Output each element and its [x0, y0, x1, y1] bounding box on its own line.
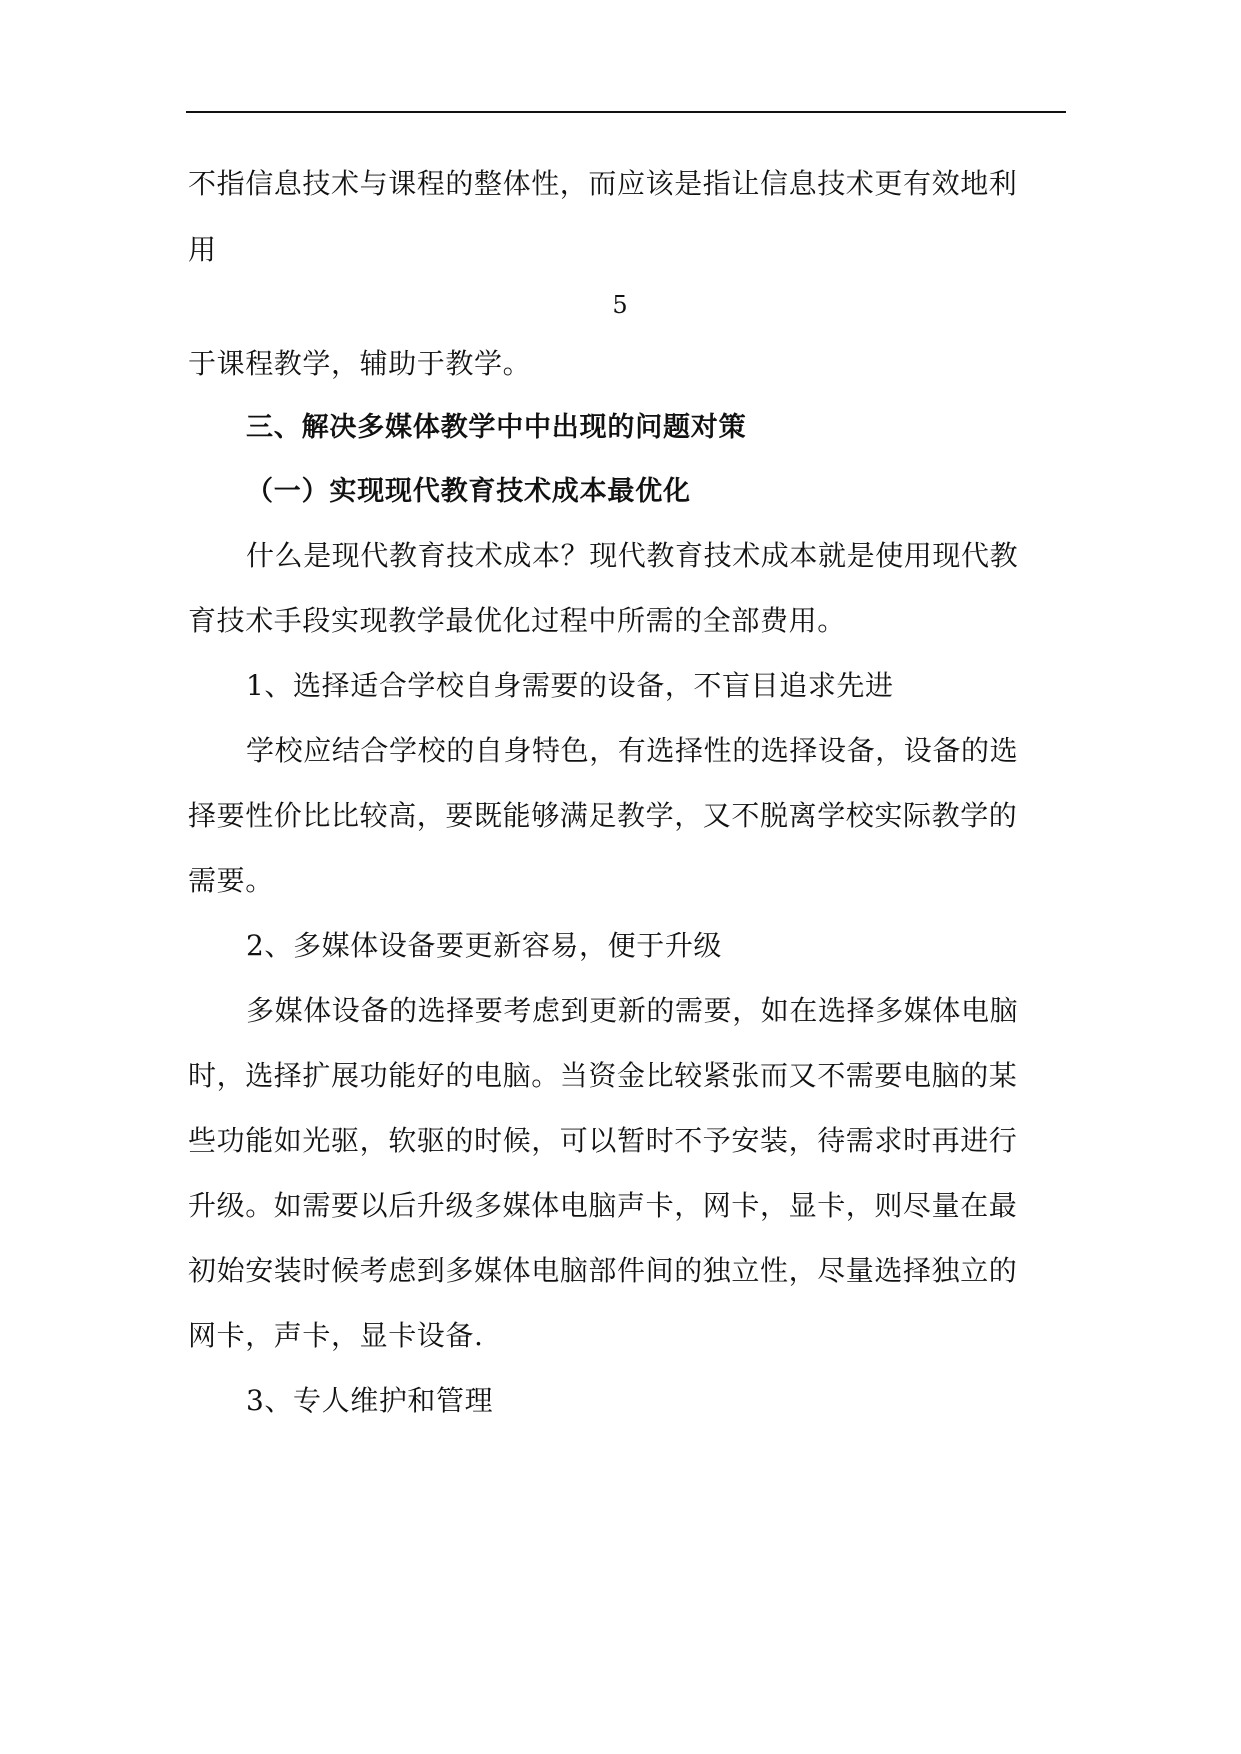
- body-text-line: 用: [188, 233, 217, 266]
- list-item-heading: 3、专人维护和管理: [246, 1384, 494, 1417]
- body-text-line: 不指信息技术与课程的整体性，而应该是指让信息技术更有效地利: [188, 167, 1018, 200]
- body-text-line: 于课程教学，辅助于教学。: [188, 347, 532, 380]
- body-text-line: 择要性价比比较高，要既能够满足教学，又不脱离学校实际教学的: [188, 799, 1018, 832]
- body-text-line: 网卡，声卡，显卡设备.: [188, 1319, 484, 1352]
- section-heading: 三、解决多媒体教学中中出现的问题对策: [246, 412, 747, 443]
- body-text-line: 升级。如需要以后升级多媒体电脑声卡，网卡，显卡，则尽量在最: [188, 1189, 1018, 1222]
- header-rule: [186, 111, 1066, 113]
- subsection-heading: （一）实现现代教育技术成本最优化: [246, 476, 691, 507]
- page-number: 5: [612, 291, 628, 319]
- body-text-line: 学校应结合学校的自身特色，有选择性的选择设备，设备的选: [246, 734, 1019, 767]
- body-text-line: 时，选择扩展功能好的电脑。当资金比较紧张而又不需要电脑的某: [188, 1059, 1018, 1092]
- body-text-line: 初始安装时候考虑到多媒体电脑部件间的独立性，尽量选择独立的: [188, 1254, 1018, 1287]
- body-text-line: 些功能如光驱，软驱的时候，可以暂时不予安装，待需求时再进行: [188, 1124, 1018, 1157]
- list-item-heading: 2、多媒体设备要更新容易，便于升级: [246, 929, 723, 962]
- body-text-line: 需要。: [188, 864, 274, 897]
- body-text-line: 什么是现代教育技术成本？现代教育技术成本就是使用现代教: [246, 539, 1019, 572]
- body-text-line: 多媒体设备的选择要考虑到更新的需要，如在选择多媒体电脑: [246, 994, 1019, 1027]
- body-text-line: 育技术手段实现教学最优化过程中所需的全部费用。: [188, 604, 846, 637]
- list-item-heading: 1、选择适合学校自身需要的设备，不盲目追求先进: [246, 669, 894, 702]
